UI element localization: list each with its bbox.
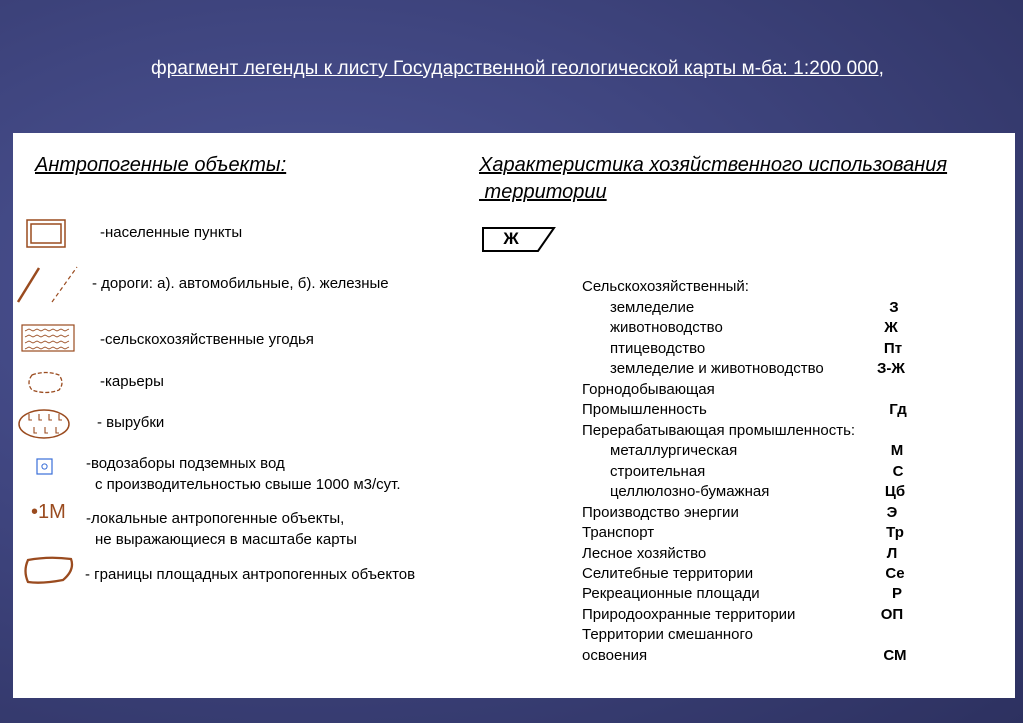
- usage-name: Территории смешанного: [582, 626, 753, 643]
- usage-code: Тр: [886, 524, 904, 541]
- usage-name: целлюлозно-бумажная: [610, 483, 770, 500]
- usage-name: птицеводство: [610, 340, 706, 357]
- farmland-icon: [21, 324, 77, 353]
- usage-code: М: [890, 442, 904, 459]
- usage-code: Ж: [884, 319, 898, 336]
- water-intake-icon: [36, 458, 54, 476]
- usage-name: Горнодобывающая: [582, 381, 715, 398]
- usage-code: СМ: [883, 647, 907, 664]
- title-tail: ,: [878, 58, 884, 79]
- usage-name: Рекреационные площади: [582, 585, 760, 602]
- title-lead: ф: [151, 58, 167, 79]
- usage-name: животноводство: [610, 319, 723, 336]
- usage-name: Транспорт: [582, 524, 655, 541]
- legend-item-farmland: -сельскохозяйственные угодья: [100, 331, 314, 348]
- legend-item-clearcuts: - вырубки: [97, 414, 165, 431]
- usage-code: ОП: [880, 606, 904, 623]
- usage-code: Э: [886, 504, 898, 521]
- usage-name: Природоохранные территории: [582, 606, 796, 623]
- usage-name: освоения: [582, 647, 648, 664]
- usage-name: строительная: [610, 463, 706, 480]
- usage-code: Цб: [884, 483, 906, 500]
- local-object-icon: •1М: [31, 501, 66, 523]
- usage-code: С: [892, 463, 904, 480]
- legend-item-settlements: -населенные пункты: [100, 224, 243, 241]
- slide-title: [0, 58, 1023, 80]
- roads-icon: [15, 264, 81, 306]
- legend-item-boundaries: - границы площадных антропогенных объектов: [85, 566, 416, 583]
- legend-item-local-objects-line2: не выражающиеся в масштабе карты: [95, 531, 357, 548]
- usage-name: Лесное хозяйство: [582, 545, 707, 562]
- boundary-icon: [22, 556, 76, 586]
- usage-code: З: [889, 299, 899, 316]
- title-main: рагмент легенды к листу Государственной геологической карты м-ба: 1:200 000: [166, 58, 879, 79]
- usage-code: Се: [885, 565, 905, 582]
- usage-code: Гд: [889, 401, 907, 418]
- usage-name: земледелие: [610, 299, 695, 316]
- usage-name: Селитебные территории: [582, 565, 754, 582]
- usage-name: Сельскохозяйственный:: [582, 278, 749, 295]
- usage-name: металлургическая: [610, 442, 738, 459]
- legend-item-roads: - дороги: а). автомобильные, б). железные: [92, 275, 389, 292]
- anthropogenic-heading: Антропогенные объекты:: [35, 154, 287, 176]
- legend-item-local-objects: -локальные антропогенные объекты,: [86, 510, 345, 527]
- legend-panel: [13, 133, 1015, 698]
- usage-code: Л: [886, 545, 898, 562]
- usage-code: Р: [891, 585, 902, 602]
- usage-name: земледелие и животноводство: [610, 360, 824, 377]
- usage-name: Производство энергии: [582, 504, 739, 521]
- settlement-icon: [26, 219, 68, 249]
- usage-heading: Характеристика хозяйственного использования: [479, 154, 948, 176]
- usage-badge: Ж: [503, 229, 519, 248]
- usage-code: З-Ж: [877, 360, 905, 377]
- usage-heading-line2: территории: [479, 181, 607, 203]
- usage-name: Промышленность: [582, 401, 707, 418]
- legend-item-quarries: -карьеры: [100, 373, 164, 390]
- legend-item-water-intake: -водозаборы подземных вод: [86, 455, 285, 472]
- usage-name: Перерабатывающая промышленность:: [582, 422, 856, 439]
- quarry-icon: [26, 371, 66, 395]
- clearcut-icon: [17, 408, 73, 441]
- legend-item-water-intake-line2: с производительностью свыше 1000 м3/сут.: [95, 476, 401, 493]
- usage-code: Пт: [883, 340, 903, 357]
